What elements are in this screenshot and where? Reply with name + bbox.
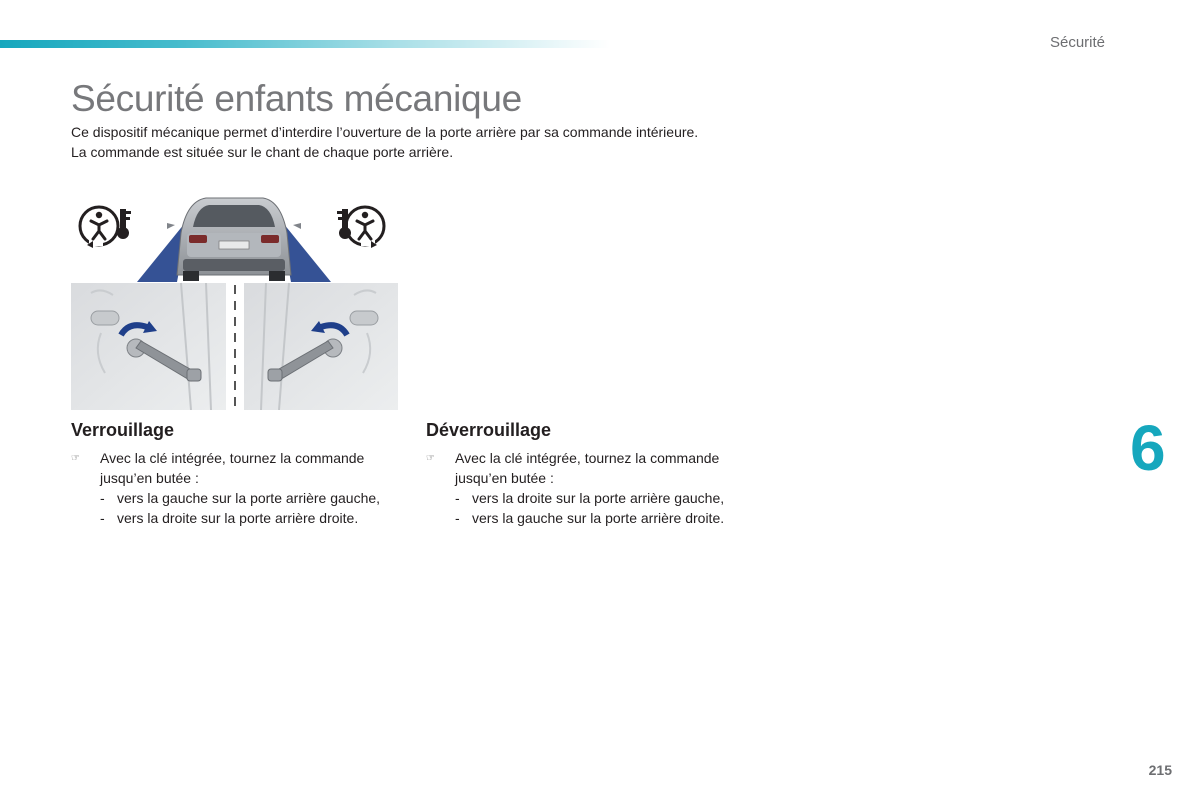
intro-paragraph: Ce dispositif mécanique permet d’interdire l’ouverture de la porte arrière par sa commande intérieure.	[71, 124, 699, 140]
page-number: 215	[1148, 762, 1172, 778]
list-item: - vers la droite sur la porte arrière gauche,	[455, 490, 725, 506]
child-lock-right-icon	[337, 207, 384, 248]
list-item: - vers la droite sur la porte arrière droite.	[100, 510, 359, 526]
list-item: - vers la gauche sur la porte arrière droite.	[455, 510, 725, 526]
car-rear-view	[167, 198, 301, 281]
list-item	[426, 448, 766, 488]
intro-text	[71, 122, 711, 162]
intro-paragraph: La commande est située sur le chant de chaque porte arrière.	[71, 144, 454, 160]
page-title: Sécurité enfants mécanique	[71, 78, 522, 119]
sub-item-text: vers la droite sur la porte arrière droite.	[117, 510, 359, 526]
locking-heading: Verrouillage	[71, 420, 175, 440]
bullet-text: Avec la clé intégrée, tournez la commande jusqu’en butée :	[100, 450, 365, 486]
unlocking-heading: Déverrouillage	[426, 420, 552, 440]
list-item: - vers la gauche sur la porte arrière gauche,	[100, 490, 381, 506]
child-lock-illustration	[71, 193, 398, 410]
sub-item-text: vers la gauche sur la porte arrière gauche,	[117, 490, 381, 506]
section-label: Sécurité	[1049, 34, 1105, 51]
chapter-number: 6	[1130, 412, 1166, 484]
sub-item-text: vers la gauche sur la porte arrière droite.	[472, 510, 725, 526]
unlocking-instructions	[426, 448, 766, 528]
child-lock-left-icon	[80, 207, 131, 248]
locking-instructions	[71, 448, 401, 528]
header-accent-bar	[0, 40, 610, 48]
pointing-hand-icon: ☞	[71, 453, 80, 464]
pointing-hand-icon: ☞	[426, 453, 435, 464]
sub-item-text: vers la droite sur la porte arrière gauche,	[472, 490, 725, 506]
bullet-text: Avec la clé intégrée, tournez la commande jusqu’en butée :	[455, 450, 720, 486]
list-item	[71, 448, 401, 488]
